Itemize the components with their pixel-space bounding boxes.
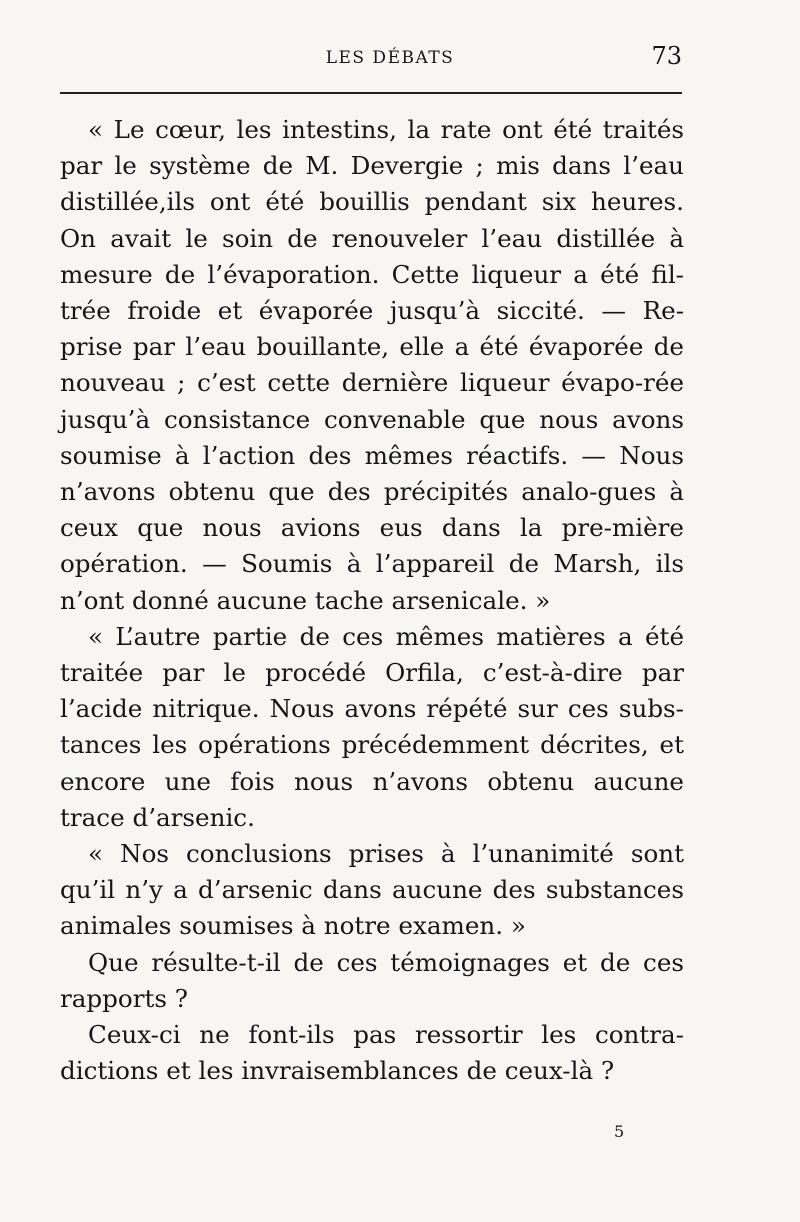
page-number: 73: [651, 42, 682, 70]
paragraph: « Le cœur, les intestins, la rate ont été traités par le système de M. Devergie ; mis dans l’eau distillée,ils ont été bouillis pendant six heures. On avait le soin de renouveler l’eau distillée à mesure de l’évaporation. Cette liqueur a été fil-trée froide et évaporée jusqu’à siccité. — Re-prise par l’eau bouillante, elle a été évaporée de nouveau ; c’est cette dernière liqueur évapo-rée jusqu’à consistance convenable que nous avons soumise à l’action des mêmes réactifs. — Nous n’avons obtenu que des précipités analo-gues à ceux que nous avions eus dans la pre-mière opération. — Soumis à l’appareil de Marsh, ils n’ont donné aucune tache arsenicale. »: [60, 115, 684, 615]
paragraph: « L’autre partie de ces mêmes matières a été traitée par le procédé Orfila, c’est-à-dire par l’acide nitrique. Nous avons répété sur ces subs-tances les opérations précédemment décrites, et encore une fois nous n’avons obtenu aucune trace d’arsenic.: [60, 621, 684, 832]
paragraph: Que résulte-t-il de ces témoignages et de ces rapports ?: [60, 947, 684, 1013]
paragraph: « Nos conclusions prises à l’unanimité sont qu’il n’y a d’arsenic dans aucune des substances animales soumises à notre examen. »: [60, 839, 684, 941]
running-title: LES DÉBATS: [325, 48, 455, 68]
paragraph: Ceux-ci ne font-ils pas ressortir les contra-dictions et les invraisemblances de ceux-là ?: [60, 1020, 684, 1086]
body-text: [60, 112, 684, 1089]
header-rule: [60, 92, 682, 94]
running-head: [0, 44, 800, 74]
signature-mark: 5: [614, 1122, 625, 1141]
